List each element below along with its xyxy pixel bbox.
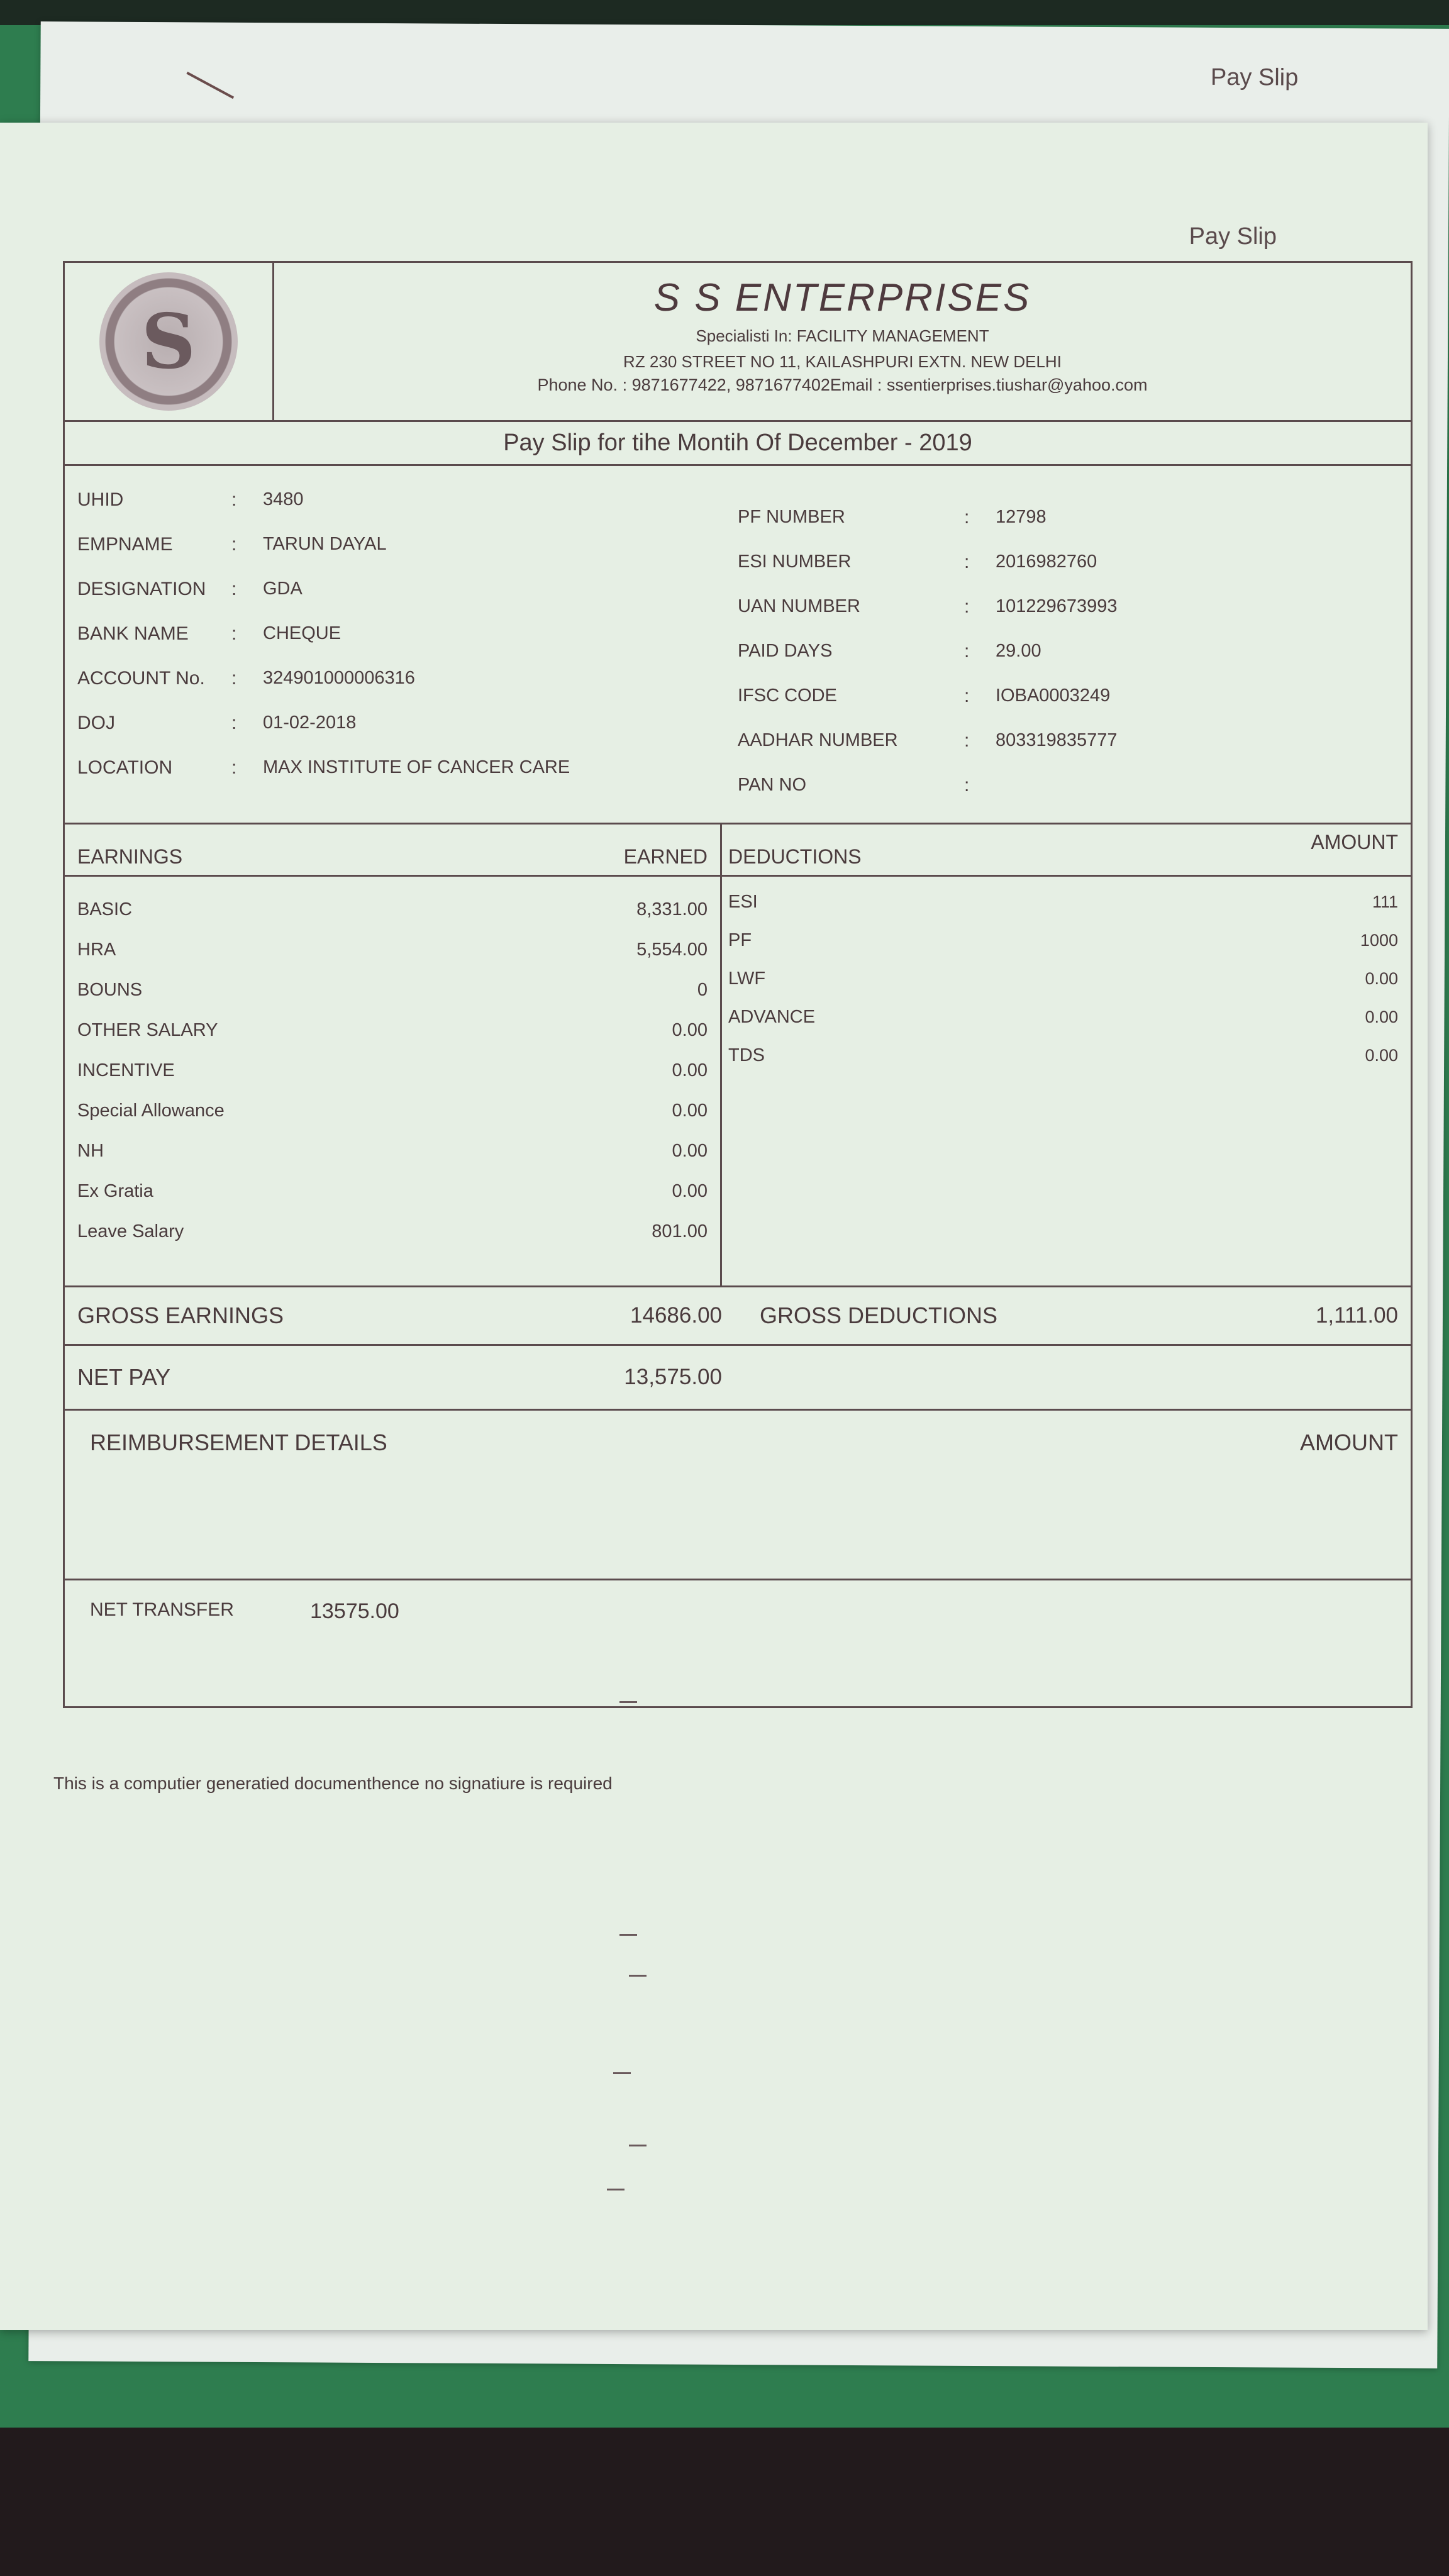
statutory-field-label: ESI NUMBER <box>738 552 852 572</box>
employee-field-separator: : <box>231 757 237 778</box>
employee-field-row <box>77 522 738 567</box>
amount-heading: AMOUNT <box>1311 831 1398 853</box>
net-transfer-label: NET TRANSFER <box>90 1599 234 1620</box>
net-pay-label: NET PAY <box>77 1364 171 1390</box>
earning-item-row <box>77 970 708 1010</box>
statutory-field-label: UAN NUMBER <box>738 596 860 616</box>
earnings-heading: EARNINGS <box>77 845 183 868</box>
statutory-field-row <box>738 584 1398 629</box>
company-details <box>274 263 1411 420</box>
earning-item-label: HRA <box>77 939 116 960</box>
employee-field-separator: : <box>231 667 237 689</box>
stray-mark <box>613 2072 631 2074</box>
statutory-field-separator: : <box>964 730 970 751</box>
employee-field-row <box>77 477 738 522</box>
statutory-field-separator: : <box>964 596 970 617</box>
statutory-field-label: PF NUMBER <box>738 507 845 527</box>
earning-item-value: 0.00 <box>672 1100 708 1121</box>
company-logo-icon <box>99 272 238 411</box>
company-name: S S ENTERPRISES <box>653 276 1031 319</box>
pay-slip-form <box>63 261 1413 1708</box>
earning-item-label: INCENTIVE <box>77 1060 175 1080</box>
statutory-field-label: IFSC CODE <box>738 686 837 706</box>
company-address: RZ 230 STREET NO 11, KAILASHPURI EXTN. NEW DELHI <box>623 352 1062 371</box>
earning-item-value: 5,554.00 <box>636 939 708 960</box>
earning-item-label: Ex Gratia <box>77 1180 153 1201</box>
reimbursement-amount-heading: AMOUNT <box>1300 1430 1398 1455</box>
deduction-item-row <box>728 921 1398 960</box>
statutory-field-row <box>738 540 1398 584</box>
employee-field-value: 3480 <box>263 489 304 509</box>
pencil-mark <box>186 72 234 99</box>
statutory-field-row <box>738 763 1398 808</box>
statutory-field-separator: : <box>964 640 970 662</box>
earning-item-row <box>77 1091 708 1131</box>
gross-deductions-value: 1,111.00 <box>1315 1303 1398 1328</box>
stray-mark <box>619 1934 637 1936</box>
earning-item-row <box>77 1211 708 1252</box>
earning-item-row <box>77 930 708 970</box>
statutory-field-separator: : <box>964 774 970 796</box>
employee-field-separator: : <box>231 533 237 555</box>
statutory-field-value: 29.00 <box>996 641 1041 661</box>
statutory-field-label: AADHAR NUMBER <box>738 730 898 750</box>
employee-field-label: ACCOUNT No. <box>77 667 205 689</box>
employee-field-value: 324901000006316 <box>263 668 415 688</box>
net-pay-row <box>65 1346 1411 1411</box>
earning-item-row <box>77 889 708 930</box>
statutory-field-separator: : <box>964 506 970 528</box>
statutory-field-separator: : <box>964 551 970 572</box>
statutory-field-row <box>738 495 1398 540</box>
gross-earnings-label: GROSS EARNINGS <box>77 1302 284 1328</box>
earnings-deductions-body <box>65 877 1411 1287</box>
deduction-item-value: 111 <box>1372 892 1398 911</box>
earning-item-row <box>77 1131 708 1171</box>
statutory-field-row <box>738 674 1398 718</box>
employee-field-label: DESIGNATION <box>77 578 206 599</box>
employee-field-value: 01-02-2018 <box>263 713 357 733</box>
net-transfer-value: 13575.00 <box>310 1599 399 1623</box>
stray-mark <box>629 2145 647 2146</box>
back-sheet-title: Pay Slip <box>1210 64 1299 91</box>
pay-period-title: Pay Slip for tihe Montih Of December - 2019 <box>65 422 1411 466</box>
reimbursement-label: REIMBURSEMENT DETAILS <box>90 1430 387 1455</box>
deduction-item-label: LWF <box>728 969 766 989</box>
deduction-item-row <box>728 1036 1398 1075</box>
employee-field-separator: : <box>231 578 237 599</box>
earning-item-value: 8,331.00 <box>636 899 708 919</box>
statutory-field-value: 101229673993 <box>996 596 1118 616</box>
earning-item-label: OTHER SALARY <box>77 1019 218 1040</box>
company-specialist: Specialisti In: FACILITY MANAGEMENT <box>696 326 989 345</box>
desk-background-top <box>0 0 1449 25</box>
earning-item-value: 0 <box>697 979 708 1000</box>
employee-details-right <box>738 477 1398 808</box>
stray-mark <box>629 1975 647 1977</box>
deduction-item-label: PF <box>728 930 752 950</box>
earning-item-label: Special Allowance <box>77 1100 225 1121</box>
gross-totals-row <box>65 1287 1411 1346</box>
earning-item-row <box>77 1050 708 1091</box>
employee-field-label: DOJ <box>77 712 115 733</box>
earning-item-row <box>77 1010 708 1050</box>
employee-field-label: BANK NAME <box>77 623 189 644</box>
employee-field-value: GDA <box>263 579 303 599</box>
stray-mark <box>619 1701 637 1703</box>
earning-item-value: 801.00 <box>652 1221 708 1241</box>
logo-cell <box>65 263 274 420</box>
stray-mark <box>607 2189 625 2190</box>
earning-item-row <box>77 1171 708 1211</box>
statutory-field-value: 2016982760 <box>996 552 1097 572</box>
employee-field-separator: : <box>231 489 237 510</box>
employee-field-label: EMPNAME <box>77 533 173 555</box>
deduction-item-value: 0.00 <box>1365 1046 1398 1065</box>
deduction-item-value: 0.00 <box>1365 1008 1398 1026</box>
reimbursement-section <box>65 1411 1411 1580</box>
employee-field-row <box>77 745 738 790</box>
pay-slip-sheet <box>0 123 1428 2330</box>
statutory-field-separator: : <box>964 685 970 706</box>
deduction-item-label: TDS <box>728 1045 765 1065</box>
desk-background-bottom <box>0 2428 1449 2576</box>
footer-note: This is a computier generatied documenthence no signatiure is required <box>53 1774 613 1793</box>
statutory-field-row <box>738 629 1398 674</box>
statutory-field-row <box>738 718 1398 763</box>
sheet-title: Pay Slip <box>1189 223 1277 250</box>
earning-item-value: 0.00 <box>672 1060 708 1080</box>
deductions-heading: DEDUCTIONS <box>728 845 862 868</box>
gross-earnings-value: 14686.00 <box>630 1303 722 1328</box>
deduction-item-row <box>728 960 1398 998</box>
gross-deductions-label: GROSS DEDUCTIONS <box>760 1302 998 1328</box>
earning-item-value: 0.00 <box>672 1180 708 1201</box>
employee-details-left <box>77 477 738 808</box>
employee-field-label: UHID <box>77 489 124 510</box>
deduction-item-value: 1000 <box>1360 931 1398 950</box>
earned-heading: EARNED <box>623 845 708 868</box>
net-transfer-section <box>65 1580 1411 1706</box>
employee-field-value: TARUN DAYAL <box>263 534 387 554</box>
statutory-field-value: IOBA0003249 <box>996 686 1111 706</box>
deduction-item-row <box>728 883 1398 921</box>
earning-item-label: Leave Salary <box>77 1221 184 1241</box>
earning-item-value: 0.00 <box>672 1019 708 1040</box>
net-pay-value: 13,575.00 <box>624 1365 722 1389</box>
statutory-field-value: 803319835777 <box>996 730 1118 750</box>
deduction-item-label: ESI <box>728 892 758 912</box>
logo-letter: S <box>141 297 196 386</box>
employee-field-label: LOCATION <box>77 757 173 778</box>
deduction-item-row <box>728 998 1398 1036</box>
deduction-item-label: ADVANCE <box>728 1007 816 1027</box>
earning-item-label: NH <box>77 1140 104 1161</box>
company-header <box>65 263 1411 422</box>
deductions-list <box>722 877 1411 1285</box>
employee-field-row <box>77 656 738 701</box>
employee-field-row <box>77 611 738 656</box>
statutory-field-label: PAN NO <box>738 775 807 795</box>
deduction-item-value: 0.00 <box>1365 969 1398 988</box>
statutory-field-label: PAID DAYS <box>738 641 833 661</box>
employee-details <box>65 466 1411 824</box>
earning-item-value: 0.00 <box>672 1140 708 1161</box>
earnings-deductions-header <box>65 824 1411 877</box>
earning-item-label: BASIC <box>77 899 133 919</box>
earning-item-label: BOUNS <box>77 979 143 1000</box>
company-contact: Phone No. : 9871677422, 9871677402Email : ssentierprises.tiushar@yahoo.com <box>537 375 1148 394</box>
employee-field-row <box>77 567 738 611</box>
employee-field-separator: : <box>231 623 237 644</box>
earnings-list <box>65 877 722 1285</box>
statutory-field-value: 12798 <box>996 507 1046 527</box>
employee-field-separator: : <box>231 712 237 733</box>
employee-field-value: MAX INSTITUTE OF CANCER CARE <box>263 757 570 777</box>
employee-field-value: CHEQUE <box>263 623 341 643</box>
employee-field-row <box>77 701 738 745</box>
